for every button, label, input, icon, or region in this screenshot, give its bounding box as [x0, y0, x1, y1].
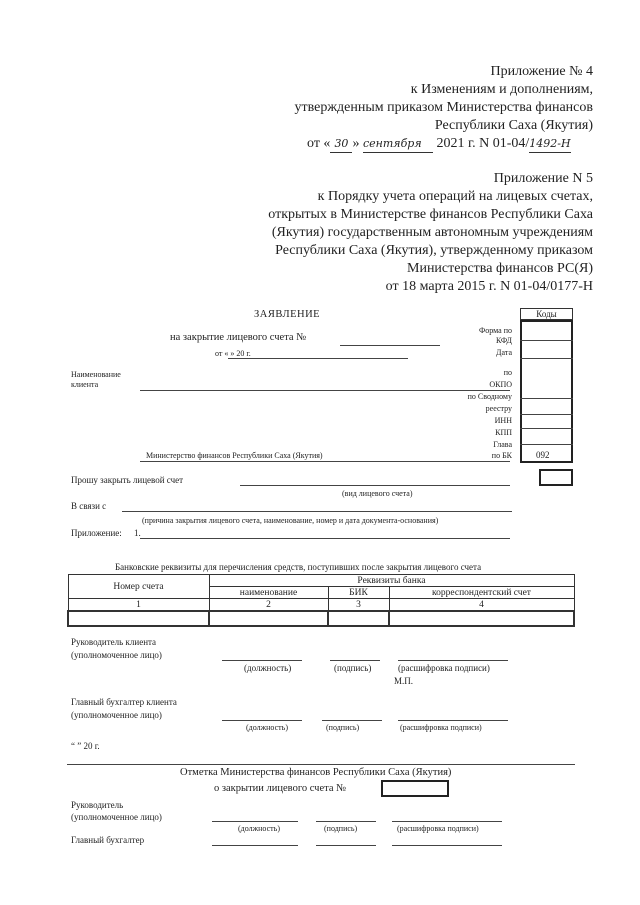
appendix4-line2: к Изменениям и дополнениям,	[410, 82, 593, 97]
form-date-underline	[228, 358, 408, 359]
col-num: 4	[389, 599, 574, 612]
attachment-label: Приложение:	[71, 528, 122, 538]
codes-divider	[520, 358, 573, 359]
codes-divider	[520, 414, 573, 415]
attachment-value: 1.	[134, 528, 141, 538]
col-name: наименование	[209, 587, 328, 599]
ministry-head-1: Руководитель	[71, 800, 124, 810]
client-name-underline	[140, 390, 510, 391]
chief-position-caption: (должность)	[246, 723, 288, 732]
appendix5-line2: к Порядку учета операций на лицевых счетах,	[317, 189, 593, 204]
head-label-2: (уполномоченное лицо)	[71, 650, 162, 660]
col-account: Номер счета	[68, 575, 209, 599]
ministry-signature-caption: (подпись)	[324, 824, 358, 833]
ministry-position-caption: (должность)	[238, 824, 280, 833]
head-signature-line	[330, 660, 380, 661]
head-signature-caption: (подпись)	[334, 663, 372, 673]
reason-caption: (причина закрытия лицевого счета, наименование, номер и дата документа-основания)	[142, 516, 439, 525]
col-corr: корреспондентский счет	[389, 587, 574, 599]
table-cell	[389, 611, 574, 626]
code-label: реестру	[485, 404, 512, 413]
date-month: сентября	[363, 135, 433, 153]
code-label: КПП	[495, 428, 512, 437]
ministry-subtitle: о закрытии лицевого счета №	[214, 783, 347, 794]
appendix5-line6: Министерства финансов РС(Я)	[407, 261, 593, 276]
col-num: 2	[209, 599, 328, 612]
codes-divider	[520, 428, 573, 429]
code-label: Дата	[496, 348, 512, 357]
appendix5-line3: открытых в Министерстве финансов Республики Саха	[268, 207, 593, 222]
head-position-line	[222, 660, 302, 661]
ministry-decoding-caption: (расшифровка подписи)	[397, 824, 479, 833]
chief-decoding-caption: (расшифровка подписи)	[400, 723, 482, 732]
chief-signature-caption: (подпись)	[326, 723, 360, 732]
appendix5-line5: Республики Саха (Якутия), утвержденному приказом	[275, 243, 593, 258]
code-label: Глава	[493, 440, 512, 449]
attachment-underline	[140, 538, 510, 539]
code-label: по Сводному	[467, 392, 512, 401]
glava-value: 092	[536, 450, 550, 460]
date-year: 2021 г. N 01-04/	[436, 136, 530, 151]
codes-header-box	[520, 308, 573, 320]
codes-divider	[520, 398, 573, 399]
appendix5-line7: от 18 марта 2015 г. N 01-04/0177-Н	[385, 279, 593, 294]
head-position-caption: (должность)	[244, 663, 292, 673]
close-code-box	[539, 469, 573, 486]
bank-table	[67, 574, 575, 627]
ministry-title: Отметка Министерства финансов Республики Саха (Якутия)	[180, 767, 452, 778]
code-label: ОКПО	[489, 380, 512, 389]
table-cell	[328, 611, 389, 626]
ministry-decoding-line	[392, 821, 502, 822]
chief-label-1: Главный бухгалтер клиента	[71, 697, 177, 707]
appendix4-date: от « 30 » сентября 2021 г. N 01-04/1492-Н	[307, 136, 571, 151]
ministry-divider	[67, 764, 575, 765]
mp-label: М.П.	[394, 676, 414, 686]
code-label: КФД	[495, 336, 512, 345]
codes-divider	[520, 444, 573, 445]
codes-header: Коды	[536, 309, 557, 319]
signature-date: “ ” 20 г.	[71, 741, 100, 751]
form-title: ЗАЯВЛЕНИЕ	[254, 309, 321, 320]
ministry-chief-position-line	[212, 845, 298, 846]
col-requisites: Реквизиты банка	[209, 575, 574, 587]
client-name-value: Министерство финансов Республики Саха (Якутия)	[146, 451, 323, 460]
date-number: 1492-Н	[529, 135, 570, 153]
codes-box	[520, 320, 573, 463]
client-name-value-underline	[140, 461, 510, 462]
close-underline	[240, 485, 510, 486]
appendix4-line1: Приложение № 4	[490, 64, 593, 79]
table-cell	[68, 611, 209, 626]
code-label: Форма по	[478, 326, 512, 335]
ministry-chief-decoding-line	[392, 845, 502, 846]
ministry-chief-signature-line	[316, 845, 376, 846]
date-day: 30	[330, 135, 352, 153]
chief-label-2: (уполномоченное лицо)	[71, 710, 162, 720]
appendix4-line4: Республики Саха (Якутия)	[434, 118, 593, 133]
code-label: ИНН	[494, 416, 512, 425]
appendix5-line1: Приложение N 5	[493, 171, 593, 186]
col-num: 3	[328, 599, 389, 612]
bank-title: Банковские реквизиты для перечисления средств, поступивших после закрытия лицевого счета	[115, 562, 482, 572]
account-number-line	[340, 345, 440, 346]
ministry-position-line	[212, 821, 298, 822]
reason-label: В связи с	[71, 501, 107, 511]
chief-decoding-line	[398, 720, 508, 721]
head-decoding-line	[398, 660, 508, 661]
reason-underline	[122, 511, 512, 512]
appendix5-line4: (Якутия) государственным автономным учреждениям	[271, 225, 593, 240]
head-decoding-caption: (расшифровка подписи)	[398, 663, 490, 673]
client-name-label-2: клиента	[71, 380, 99, 389]
code-label: по	[503, 368, 512, 377]
code-label: по БК	[491, 451, 512, 460]
chief-position-line	[222, 720, 302, 721]
appendix4-line3: утвержденным приказом Министерства финансов	[294, 100, 593, 115]
col-bik: БИК	[328, 587, 389, 599]
ministry-chief: Главный бухгалтер	[71, 835, 145, 845]
table-cell	[209, 611, 328, 626]
close-caption: (вид лицевого счета)	[342, 489, 413, 498]
col-num: 1	[68, 599, 209, 612]
client-name-label-1: Наименование	[71, 370, 121, 379]
head-label-1: Руководитель клиента	[71, 637, 157, 647]
codes-divider	[520, 340, 573, 341]
ministry-head-2: (уполномоченное лицо)	[71, 812, 162, 822]
close-label: Прошу закрыть лицевой счет	[71, 475, 184, 485]
form-subtitle: на закрытие лицевого счета №	[170, 332, 307, 343]
ministry-account-box	[381, 780, 449, 797]
ministry-signature-line	[316, 821, 376, 822]
form-date-line: от « » 20 г.	[215, 349, 251, 358]
chief-signature-line	[322, 720, 382, 721]
date-prefix: от «	[307, 136, 331, 151]
